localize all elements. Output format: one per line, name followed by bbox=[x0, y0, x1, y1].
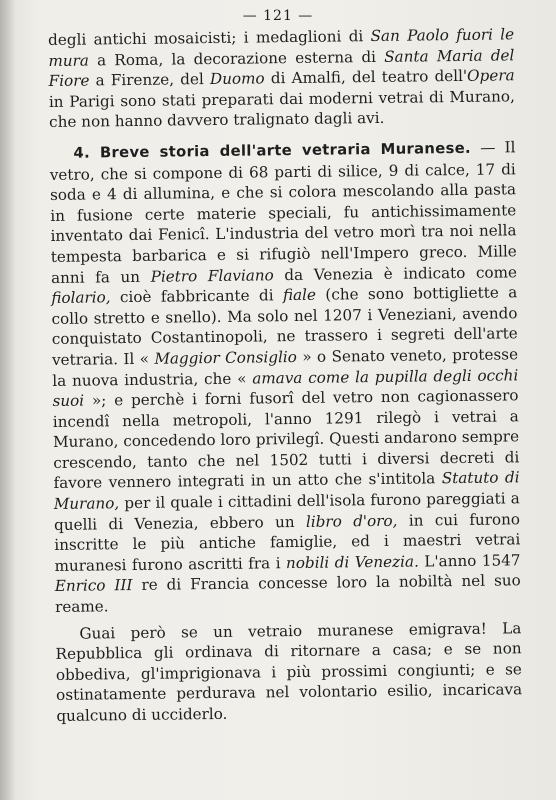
italic-phrase: libro d'oro, bbox=[305, 511, 398, 531]
section-heading: 4. Breve storia dell'arte vetraria Muranese. bbox=[73, 139, 472, 162]
italic-phrase: Duomo bbox=[209, 69, 265, 89]
italic-phrase: fiale bbox=[282, 285, 317, 305]
italic-phrase: fiolario, bbox=[51, 288, 111, 308]
intro-paragraph: degli antichi mosaicisti; i medaglioni di San Paolo fuori le mura a Roma, la decorazione esterna di Santa Maria del Fiore a Firenze, del Duomo di Amalfi, del teatro dell'Opera in Parigi sono stati preparati dai moderni vetrai di Murano, che non hanno davvero tralignato dagli avi. bbox=[48, 25, 515, 132]
italic-phrase: Statuto di Murano, bbox=[53, 468, 520, 514]
italic-phrase: nobili di Venezia. bbox=[285, 552, 419, 572]
binding-shadow bbox=[0, 0, 16, 800]
italic-phrase: Opera bbox=[466, 66, 515, 86]
page-body bbox=[48, 24, 522, 726]
italic-phrase: Enrico III bbox=[54, 576, 133, 596]
italic-phrase: San Paolo fuori le mura bbox=[48, 25, 515, 70]
section-paragraph: 4. Breve storia dell'arte vetraria Muranese. — Il vetro, che si compone di 68 parti di silice, 9 di calce, 17 di soda e 4 di allumina, e che si colora mescolando alla pasta in fusione certe materie speciali, fu antichissimamente inventato dai Fenicî. L'industria del vetro morì tra noi nella tempesta barbarica e si rifugiò nell'Impero greco. Mille anni fa un Pietro Flaviano da Venezia è indicato come fiolario, cioè fabbricante di fiale (che sono bottigliette a collo stretto e snello). Ma solo nel 1207 i Veneziani, avendo conquistato Costantinopoli, ne trassero i segreti dell'arte vetraria. Il « Maggior Consiglio » o Senato veneto, protesse la nuova industria, che « amava come la pupilla degli occhi suoi »; e perchè i forni fusorî del vetro non cagionassero incendî nella metropoli, l'anno 1291 rilegò i vetrai a Murano, concedendo loro privilegî. Questi andarono sempre crescendo, tanto che nel 1502 tutti i diversi decreti di favore vennero integrati in un atto che s'intitola Statuto di Murano, per il quale i cittadini dell'isola furono pareggiati a quelli di Venezia, ebbero un libro d'oro, in cui furono inscritte le più antiche famiglie, ed i maestri vetrai muranesi furono ascritti fra i nobili di Venezia. L'anno 1547 Enrico III re di Francia concesse loro la nobiltà nel suo reame. bbox=[49, 138, 521, 616]
page-number: — 121 — bbox=[242, 8, 314, 24]
italic-phrase: amava come la pupilla degli occhi suoi bbox=[52, 365, 519, 411]
closing-paragraph: Guai però se un vetraio muranese emigrava! La Repubblica gli ordinava di ritornare a casa; e se non obbediva, gl'imprigionava i più prossimi congiunti; e se ostinatamente perdurava nel volontario esilio, incaricava qualcuno di ucciderlo. bbox=[55, 618, 523, 725]
italic-phrase: Santa Maria del Fiore bbox=[48, 45, 515, 91]
italic-phrase: Maggior Consiglio bbox=[154, 347, 297, 368]
italic-phrase: Pietro Flaviano bbox=[150, 265, 274, 286]
